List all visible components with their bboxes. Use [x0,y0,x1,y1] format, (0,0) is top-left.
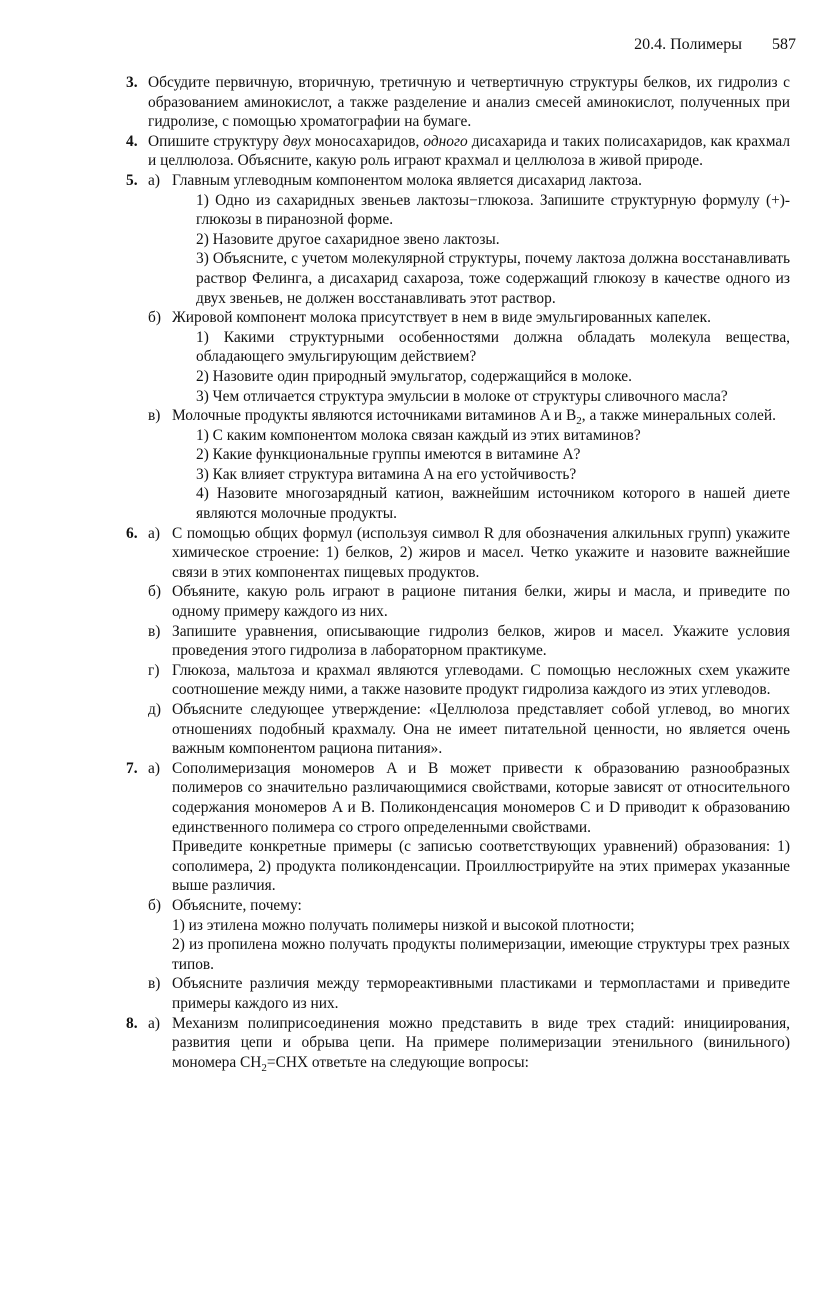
item: 3) Объясните, с учетом молекулярной структуры, почему лактоза должна восстанавливать раствор Фелинга, а дисахарид сахароза, тоже содержащий глюкозу в качестве одного из двух звеньев, не должен восстанавливать этот раствор. [196,250,790,307]
emphasis: двух [282,132,311,150]
subquestion-letter: а) [148,1014,160,1032]
item: 2) Какие функциональные группы имеются в витамине A? [196,446,581,464]
question-text: Обсудите первичную, вторичную, третичную и четвертичную структуры белков, их гидролиз с образованием аминокислот, а также разделение и анализ смесей аминокислот, полученных при гидролизе, с помощью хроматографии на бумаге. [148,74,790,131]
subquestion-text: Объяните, какую роль играют в рационе питания белки, жиры и масла, и приведите по одному примеру каждого из них. [172,583,790,621]
item: 1) Какими структурными особенностями должна обладать молекула вещества, обладающего эмульгирующим действием? [196,328,790,366]
page-body [126,73,790,1072]
subquestion-text: Сополимеризация мономеров A и B может привести к образованию разнообразных полимеров со значительно различающимися свойствами, которые зависят от относительного содержания мономеров A и B. Поликонденсация мономеров C и D приводит к образованию единственного полимера со строго определенными свойствами. [172,759,790,836]
subquestion-text: Механизм полиприсоединения можно представить в виде трех стадий: инициирования, развития цепи и обрыва цепи. На примере полимеризации этенильного (винильного) мономера $CH_2=CHX$ ответьте на следующие вопросы: [172,1014,790,1074]
subquestion-text: Запишите уравнения, описывающие гидролиз белков, жиров и масел. Укажите условия проведения этого гидролиза в лабораторном практикуме. [172,622,790,660]
subquestion-letter: г) [148,661,160,679]
subquestion-v [148,406,790,524]
item: 3) Чем отличается структура эмульсии в молоке от структуры сливочного масла? [196,387,728,405]
subquestion-letter: д) [148,701,161,718]
subquestion-text: Жировой компонент молока присутствует в нем в виде эмульгированных капелек. [172,309,711,327]
subquestion-letter: в) [148,407,161,425]
subquestion-a [148,171,790,308]
question-number: 3. [126,74,138,91]
subquestion-letter: а) [148,524,160,542]
question-number: 8. [126,1014,138,1032]
subquestion-v [148,622,790,661]
question-text: Опишите структуру двух моносахаридов, одного дисахарида и таких полисахаридов, как крахмал и целлюлоза. Объясните, какую роль играют крахмал и целлюлоза в живой природе. [148,132,790,170]
subquestion-letter: в) [148,622,161,640]
section-title: 20.4. Полимеры [634,36,742,53]
subquestion-text: Объясните различия между термореактивными пластиками и термопластами и приведите примеры каждого из них. [172,975,790,1012]
item: 2) Назовите один природный эмульгатор, содержащийся в молоке. [196,367,632,385]
subquestion-v [148,974,790,1013]
subquestion-text: Молочные продукты являются источниками витаминов A и $B_2$, а также минеральных солей. [172,407,776,428]
item: 1) Одно из сахаридных звеньев лактозы−глюкоза. Запишите структурную формулу (+)-глюкозы в пиранозной форме. [196,191,790,229]
subquestion-text: С помощью общих формул (используя символ R для обозначения алкильных групп) укажите химическое строение: 1) белков, 2) жиров и масел. Четко укажите и назовите важнейшие связи в этих компонентах пищевых продуктов. [172,524,790,581]
question-number: 4. [126,132,138,150]
subquestion-letter: б) [148,896,161,914]
subquestion-letter: б) [148,309,161,327]
subquestion-text: Главным углеводным компонентом молока является дисахарид лактоза. [172,171,642,189]
subquestion-letter: а) [148,759,160,777]
subquestion-letter: а) [148,171,160,189]
item: 2) Назовите другое сахаридное звено лактозы. [196,230,500,248]
subquestion-d [148,700,790,759]
subquestion-text: Глюкоза, мальтоза и крахмал являются углеводами. С помощью несложных схем укажите соотношение между ними, а также назовите продукт гидролиза каждого из этих углеводов. [172,661,790,699]
page-number: 587 [772,36,796,53]
subquestion-b [148,308,790,406]
question-number: 5. [126,171,138,189]
question-5 [126,171,790,524]
subquestion-b [148,582,790,621]
subquestion-letter: б) [148,583,161,601]
question-3 [126,73,790,132]
subquestion-text-continued: Приведите конкретные примеры (с записью соответствующих уравнений) образования: 1) сополимера, 2) продукта поликонденсации. Проиллюстрируйте на этих примерах указанные выше различия. [172,838,790,895]
question-4 [126,132,790,171]
emphasis: одного [423,132,468,150]
item: 4) Назовите многозарядный катион, важнейшим источником которого в нашей диете являются молочные продукты. [196,485,790,523]
subquestion-a [148,524,790,583]
subquestion-b [148,896,790,974]
running-header [634,36,796,54]
subquestion-text: Объясните, почему: [172,896,302,914]
question-number: 6. [126,524,138,542]
question-7 [126,759,790,1014]
item: 1) из этилена можно получать полимеры низкой и высокой плотности; [172,916,635,934]
subquestion-a [148,759,790,896]
question-8 [126,1014,790,1073]
subquestion-letter: в) [148,975,161,993]
item: 3) Как влияет структура витамина A на его устойчивость? [196,465,577,483]
item: 1) С каким компонентом молока связан каждый из этих витаминов? [196,426,641,444]
item: 2) из пропилена можно получать продукты полимеризации, имеющие структуры трех разных типов. [172,936,790,973]
question-number: 7. [126,759,138,777]
subquestion-text: Объясните следующее утверждение: «Целлюлоза представляет собой углевод, во многих отношениях подобный крахмалу. Она не имеет питательной ценности, но является очень важным компонентом рациона питания». [172,701,790,758]
subquestion-a [148,1014,790,1073]
subquestion-g [148,661,790,700]
question-6 [126,524,790,759]
